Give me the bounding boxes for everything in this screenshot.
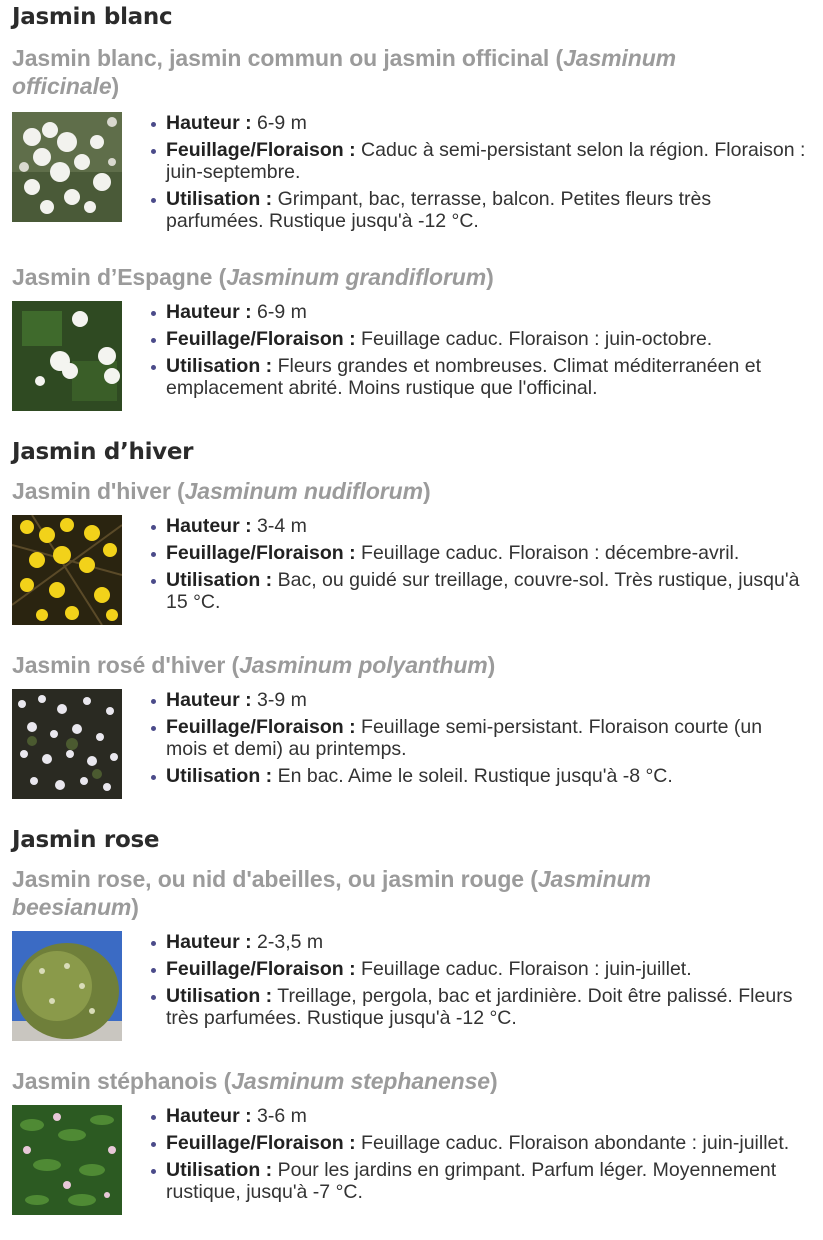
detail-use: Utilisation : Fleurs grandes et nombreuses. Climat méditerranéen et emplacement abrité. Moins rustique que l'officinal. [146,355,806,399]
pink-jasmine-shrub-photo [12,931,122,1041]
plant-details [122,112,806,237]
detail-foliage: Feuillage/Floraison : Feuillage semi-persistant. Floraison courte (un mois et demi) au printemps. [146,716,806,760]
section-title: Jasmin blanc [12,4,173,30]
section-title: Jasmin d’hiver [12,439,194,465]
plant-name: Jasmin rose, ou nid d'abeilles, ou jasmin rouge (Jasminum beesianum) [12,866,651,920]
detail-use: Utilisation : Grimpant, bac, terrasse, balcon. Petites fleurs très parfumées. Rustique jusqu'à -12 °C. [146,188,806,232]
detail-use: Utilisation : Pour les jardins en grimpant. Parfum léger. Moyennement rustique, jusqu'à -7 °C. [146,1159,806,1203]
detail-foliage: Feuillage/Floraison : Feuillage caduc. Floraison : juin-octobre. [146,328,806,350]
plant-entry [12,515,823,625]
plant-details [122,301,806,404]
stephanense-jasmine-photo [12,1105,122,1215]
section-title: Jasmin rose [12,827,160,853]
detail-foliage: Feuillage/Floraison : Feuillage caduc. Floraison : juin-juillet. [146,958,806,980]
detail-use: Utilisation : Treillage, pergola, bac et jardinière. Doit être palissé. Fleurs très parfumées. Rustique jusqu'à -12 °C. [146,985,806,1029]
detail-height: Hauteur : 6-9 m [146,112,806,134]
detail-foliage: Feuillage/Floraison : Caduc à semi-persistant selon la région. Floraison : juin-septembre. [146,139,806,183]
plant-entry [12,931,823,1041]
plant-name: Jasmin blanc, jasmin commun ou jasmin officinal (Jasminum officinale) [12,45,677,99]
detail-height: Hauteur : 3-4 m [146,515,806,537]
detail-foliage: Feuillage/Floraison : Feuillage caduc. Floraison : décembre-avril. [146,542,806,564]
plant-entry [12,1105,823,1215]
plant-name: Jasmin stéphanois (Jasminum stephanense) [12,1068,498,1094]
detail-foliage: Feuillage/Floraison : Feuillage caduc. Floraison abondante : juin-juillet. [146,1132,806,1154]
detail-use: Utilisation : Bac, ou guidé sur treillage, couvre-sol. Très rustique, jusqu'à 15 °C. [146,569,806,613]
white-jasmine-photo [12,112,122,222]
plant-details [122,1105,806,1208]
plant-entry [12,689,823,799]
detail-height: Hauteur : 3-6 m [146,1105,806,1127]
article [0,2,823,1215]
plant-details [122,515,806,618]
plant-entry [12,301,823,411]
detail-height: Hauteur : 6-9 m [146,301,806,323]
pink-winter-jasmine-photo [12,689,122,799]
detail-height: Hauteur : 3-9 m [146,689,806,711]
detail-height: Hauteur : 2-3,5 m [146,931,806,953]
spanish-jasmine-photo [12,301,122,411]
winter-jasmine-photo [12,515,122,625]
plant-details [122,689,806,792]
plant-name: Jasmin d’Espagne (Jasminum grandiflorum) [12,264,494,290]
plant-details [122,931,806,1034]
detail-use: Utilisation : En bac. Aime le soleil. Rustique jusqu'à -8 °C. [146,765,806,787]
plant-name: Jasmin d'hiver (Jasminum nudiflorum) [12,478,431,504]
plant-name: Jasmin rosé d'hiver (Jasminum polyanthum) [12,652,496,678]
plant-entry [12,112,823,237]
